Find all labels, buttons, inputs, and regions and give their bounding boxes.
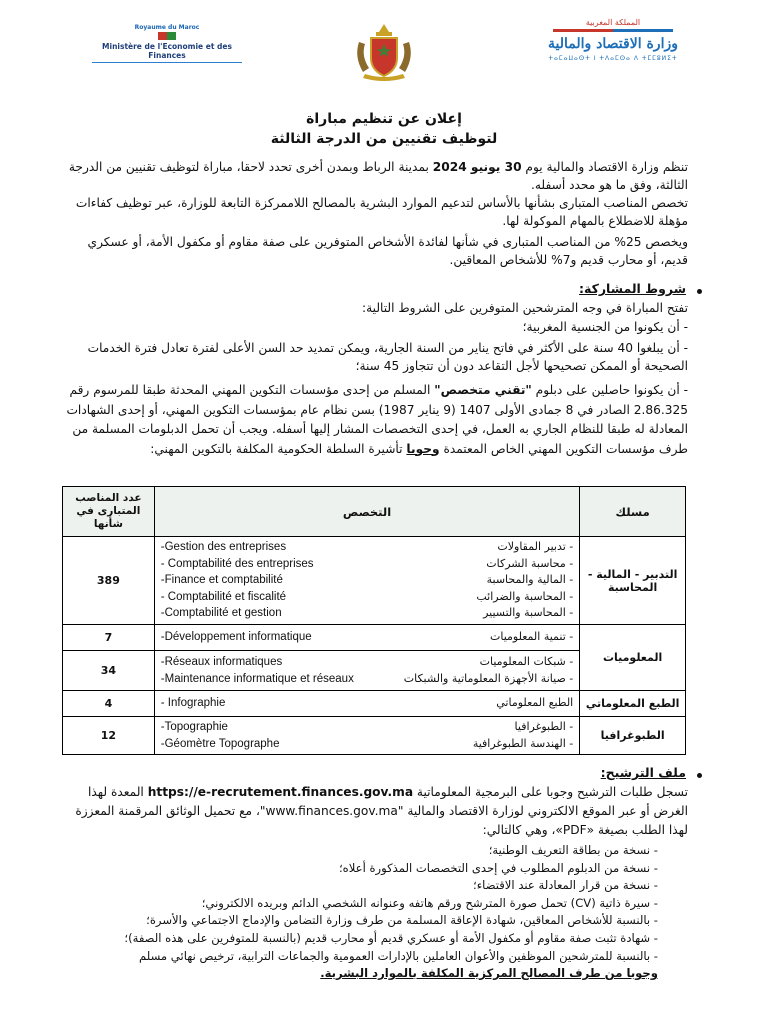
intro-paragraph-1 [62,158,688,194]
table-row [63,625,686,651]
title-line-1: إعلان عن تنظيم مباراة [306,111,462,127]
specialty-cell [154,651,579,691]
condition-age: - أن يبلغوا 40 سنة على الأكثر في فاتح يناير من السنة الجارية، ويمكن تمديد حد السن الأعلى لفترة تعادل فترة الخدمات الصحيحة أو الممكن تصحيحها لأجل التقاعد دون أن تتجاوز 45 سنة؛ [87,341,688,373]
specialties-table [62,486,686,755]
header-count: عدد المناصب المتبارى في شأنها [63,487,155,537]
specialty-fr: -Topographie [160,721,228,734]
coat-of-arms-icon [349,22,419,84]
specialty-list-ar [404,654,574,687]
specialty-list-ar [473,719,573,752]
count-cell: 12 [63,717,155,755]
intro-text: بمدينة الرباط وبمدن أخرى تحدد لاحقا، مباراة لتوظيف تقنيين من الدرجة الثالثة، وفق ما هو محدد أسفله. [68,160,688,192]
table-row [63,537,686,625]
condition-text: تأشيرة السلطة الحكومية المكلفة بالتكوين المهني: [150,441,407,456]
specialty-lines [161,695,573,711]
specialty-ar: الطبع المعلوماتي [496,696,574,710]
track-cell: الطبع المعلوماتي [580,691,686,717]
count-cell: 34 [63,651,155,691]
must-label: وجوبا [406,441,440,456]
document-item: نسخة من قرار المعادلة عند الاقتضاء؛ [473,878,651,893]
kingdom-label: Royaume du Maroc [134,24,200,31]
list-item: - نسخة من الدبلوم المطلوب في إحدى التخصصات المذكورة أعلاه؛ [338,860,658,875]
documents-list [62,842,658,983]
specialty-ar: - الطبوغرافيا [514,720,574,734]
condition-text: - أن يكونوا حاصلين على دبلوم [531,383,688,397]
specialty-lines [161,719,573,752]
specialty-ar: - المالية والمحاسبة [486,573,574,587]
list-item: - بالنسبة للمترشحين الموظفين والأعوان العاملين بالإدارات العمومية والجماعات الترابية، ترخيص نهائي مسلم [139,948,658,963]
specialty-ar: - صيانة الأجهزة المعلوماتية والشبكات [403,671,574,685]
specialty-fr: -Développement informatique [160,631,312,644]
document-item: بالنسبة للأشخاص المعاقين، شهادة الإعاقة المسلمة من طرف وزارة التضامن والإدماج الاجتماعي والأسرة؛ [146,913,651,928]
specialty-fr: -Finance et comptabilité [160,574,283,587]
specialty-fr: - Infographie [160,697,226,710]
specialty-ar: - المحاسبة والضرائب [476,589,574,603]
contest-date: 30 يونيو 2024 [432,160,522,174]
ministry-name-ar: وزارة الاقتصاد والمالية [548,36,678,52]
flag-icon [158,32,176,40]
list-item: - نسخة من قرار المعادلة عند الاقتضاء؛ [473,878,658,893]
list-item: - بالنسبة للأشخاص المعاقين، شهادة الإعاقة المسلمة من طرف وزارة التضامن والإدماج الاجتماعي والأسرة؛ [146,913,658,928]
ministry-logo-fr [92,24,242,63]
track-cell: الطبوغرافيا [580,717,686,755]
header-specialty: التخصص [154,487,579,537]
specialty-ar: - المحاسبة والتسيير [483,606,574,620]
document-item: شهادة تثبت صفة مقاوم أو مكفول الأمة أو عسكري قديم أو محارب قديم (بالنسبة للمتوفرين على هذه الصفة)؛ [124,930,651,945]
ministry-name-fr: Ministère de l'Economie et des Finances [92,42,242,63]
list-item: - شهادة تثبت صفة مقاوم أو مكفول الأمة أو عسكري قديم أو محارب قديم (بالنسبة للمتوفرين على هذه الصفة)؛ [124,930,658,945]
specialty-list-fr [161,695,226,711]
specialty-fr: -Maintenance informatique et réseaux [160,672,354,685]
count-cell: 389 [63,537,155,625]
specialty-list-fr [161,719,280,752]
specialty-cell [154,537,579,625]
condition-text: المسلم من إحدى مؤسسات التكوين المهني المحدثة طبقا للمرسوم رقم 2.86.325 الصادر في 8 جمادى الأولى 1407 (9 يناير 1987) بسن نظام عام بمؤسسات التكوين المهني، أو إحدى الشهادات المعادلة له طبقا للنظام الجاري به العمل، في إحدى التخصصات المشار إليها أسفله. ويجب أن تحمل الدبلومات المسلمة من طرف مؤسسات التكوين المهني الخاص المعتمدة [66,383,688,456]
conditions-heading: شروط المشاركة: [579,281,686,296]
count-cell: 4 [63,691,155,717]
dossier-text: المعدة لهذا الغرض أو عبر الموقع الالكتروني لوزارة الاقتصاد والمالية "www.finances.gov.ma"، مع تحميل الوثائق المرقمنة المعززة لهذا الطلب بصيغة «PDF»، وهي كالتالي: [75,785,688,837]
list-item: - نسخة من بطاقة التعريف الوطنية؛ [488,843,658,857]
kingdom-label-ar: المملكة المغربية [585,18,641,27]
conditions-lead: تفتح المباراة في وجه المترشحين المتوفرين على الشروط التالية: [362,301,688,315]
table-header-row [63,487,686,537]
specialty-cell [154,691,579,717]
intro-paragraph-3: ويخصص 25% من المناصب المتبارى في شأنها لفائدة الأشخاص المتوفرين على صفة مقاوم أو مكفول الأمة، أو عسكري قديم، أو محارب قديم و7% للأشخاص المعاقين. [87,235,688,267]
specialty-list-ar [490,629,573,645]
recruitment-url[interactable]: https://e-recrutement.finances.gov.ma [147,785,414,799]
ministry-logo-ar [538,18,688,62]
diploma-name: "تقني متخصص" [434,383,532,397]
specialty-ar: - تدبير المقاولات [497,540,574,554]
specialty-fr: - Comptabilité et fiscalité [160,590,287,603]
specialty-fr: -Gestion des entreprises [160,541,287,554]
specialty-lines [161,654,573,687]
document-item: نسخة من الدبلوم المطلوب في إحدى التخصصات المذكورة أعلاه؛ [338,860,651,875]
document-item: بالنسبة للمترشحين الموظفين والأعوان العاملين بالإدارات العمومية والجماعات الترابية، ترخيص نهائي مسلم [139,948,651,963]
specialty-lines [161,629,573,645]
specialty-fr: -Réseaux informatiques [160,656,283,669]
track-cell: التدبير - المالية - المحاسبة [580,537,686,625]
table-row [63,717,686,755]
list-item: - سيرة ذاتية (CV) تحمل صورة المترشح ورقم هاتفه وعنوانه الشخصي الدائم وبريده الالكتروني؛ [201,895,658,910]
dossier-paragraph [62,783,688,840]
specialty-ar: - تنمية المعلوميات [490,630,574,644]
condition-nationality: - أن يكونوا من الجنسية المغربية؛ [522,320,688,334]
specialty-list-fr [161,654,354,687]
ministry-name-tifinagh: ⵜⴰⵎⴰⵡⴰⵙⵜ ⵏ ⵜⴷⴰⵎⵙⴰ ⴷ ⵜⵎⵎⵓⵍⵉⵜ [548,55,678,62]
specialty-list-fr [161,539,314,621]
track-cell: المعلوميات [580,625,686,691]
title-line-2: لتوظيف تقنيين من الدرجة الثالثة [270,131,498,147]
count-cell: 7 [63,625,155,651]
specialty-lines [161,539,573,621]
header-track: مسلك [580,487,686,537]
specialty-list-ar [476,539,573,621]
specialty-fr: - Comptabilité des entreprises [160,557,314,570]
specialty-fr: -Comptabilité et gestion [160,607,282,620]
specialty-list-fr [161,629,312,645]
specialty-cell [154,625,579,651]
logo-bar [553,29,673,32]
table-row [63,691,686,717]
specialty-list-ar [496,695,573,711]
dossier-heading: ملف الترشيح: [600,765,686,780]
specialty-ar: - محاسبة الشركات [486,556,574,570]
intro-paragraph-2: تخصص المناصب المتبارى بشأنها بالأساس لتدعيم الموارد البشرية بالمصالح اللاممركزة التابعة للوزارة، عبر توظيف كفاءات مؤهلة للاضطلاع بالمهام الموكولة لها. [75,196,688,228]
intro-text: تنظم وزارة الاقتصاد والمالية يوم [521,160,688,174]
authorization-note: وجوبا من طرف المصالح المركزية المكلفة بالموارد البشرية. [320,966,658,981]
document-item: سيرة ذاتية (CV) تحمل صورة المترشح ورقم هاتفه وعنوانه الشخصي الدائم وبريده الالكتروني؛ [201,895,651,910]
specialty-cell [154,717,579,755]
document-item: نسخة من بطاقة التعريف الوطنية؛ [488,843,651,857]
specialty-ar: - الهندسة الطبوغرافية [472,736,574,750]
bullet-icon [697,289,702,294]
specialty-fr: -Géomètre Topographe [160,737,280,750]
bullet-icon [697,773,702,778]
dossier-text: تسجل طلبات الترشيح وجوبا على البرمجية المعلوماتية [413,785,688,799]
condition-diploma [62,381,688,459]
specialty-ar: - شبكات المعلوميات [479,655,574,669]
